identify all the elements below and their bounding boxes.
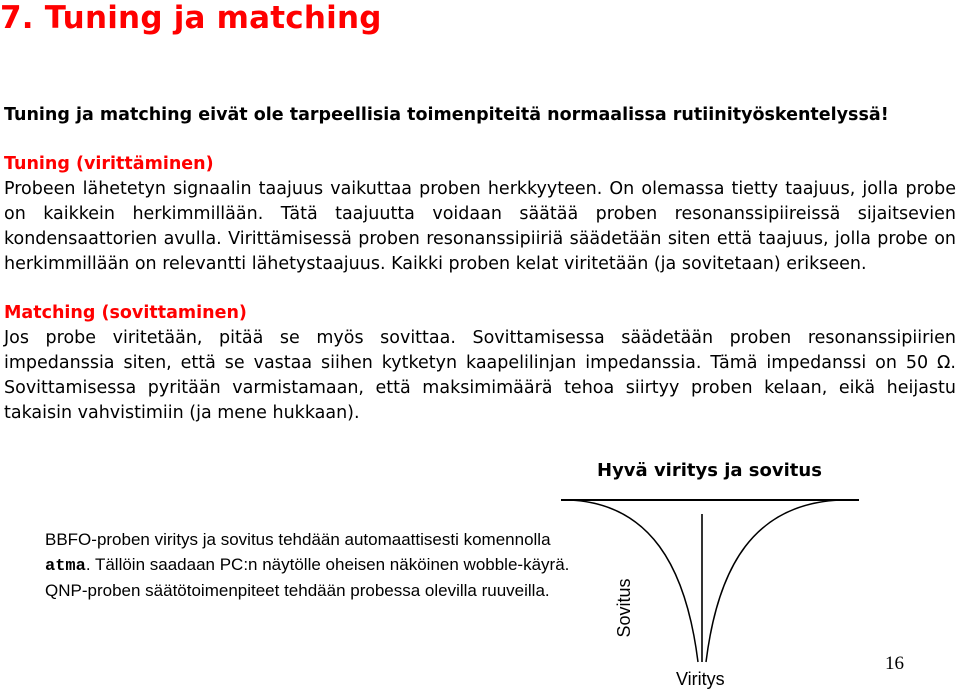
diagram-title: Hyvä viritys ja sovitus [597, 460, 822, 481]
page-title: 7. Tuning ja matching [0, 0, 382, 36]
matching-section [4, 301, 956, 426]
note-text-after: . Tällöin saadaan PC:n näytölle oheisen näköinen wobble-käyrä. QNP-proben säätötoimenpiteet tehdään probessa olevilla ruuveilla. [45, 554, 570, 600]
y-axis-label [604, 572, 640, 644]
tuning-section [4, 152, 956, 277]
x-axis-label: Viritys [676, 669, 725, 689]
y-axis-label-text: Sovitus [614, 578, 634, 638]
page-number: 16 [885, 653, 904, 674]
intro-statement: Tuning ja matching eivät ole tarpeellisia toimenpiteitä normaalissa rutiinityöskentelyssä! [4, 105, 889, 125]
tuning-heading: Tuning (virittäminen) [4, 154, 214, 174]
note-text-before: BBFO-proben viritys ja sovitus tehdään automaattisesti komennolla [45, 530, 551, 549]
atma-note [45, 528, 575, 604]
matching-heading: Matching (sovittaminen) [4, 303, 247, 323]
matching-text: Jos probe viritetään, pitää se myös sovittaa. Sovittamisessa säädetään proben resonanssipiirien impedanssia siten, että se vastaa siihen kytketyn kaapelilinjan impedanssia. Tämä impedanssi on 50 Ω. Sovittamisessa pyritään varmistamaan, että maksimimäärä tehoa siirtyy proben kelaan, eikä heijastu takaisin vahvistimiin (ja mene hukkaan). [4, 328, 956, 423]
tuning-text: Probeen lähetetyn signaalin taajuus vaikuttaa proben herkkyyteen. On olemassa tietty taajuus, jolla probe on kaikkein herkimmillään. Tätä taajuutta voidaan säätää proben resonanssipiireissä sijaitsevien kondensaattorien avulla. Virittämisessä proben resonanssipiiriä säädetään siten että taajuus, jolla probe on herkimmillään on relevantti lähetystaajuus. Kaikki proben kelat viritetään (ja sovitetaan) erikseen. [4, 179, 956, 274]
atma-command: atma [45, 556, 86, 576]
